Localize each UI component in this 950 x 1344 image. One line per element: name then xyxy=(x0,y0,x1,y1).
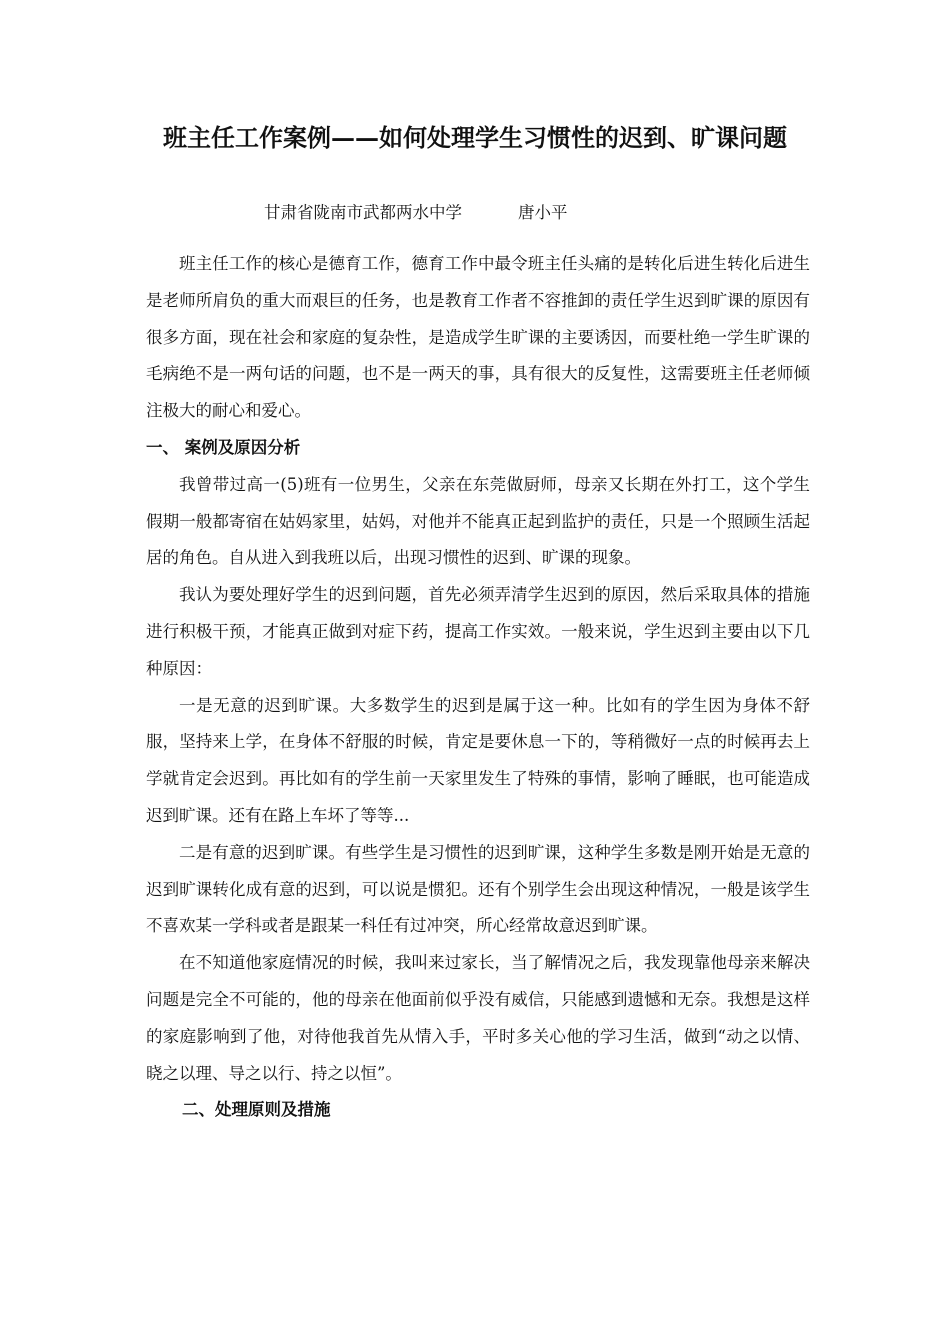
section1-paragraph: 在不知道他家庭情况的时候，我叫来过家长，当了解情况之后，我发现靠他母亲来解决问题是完全不可能的，他的母亲在他面前似乎没有威信，只能感到遗憾和无奈。我想是这样的家庭影响到了他，对待他我首先从情入手，平时多关心他的学习生活，做到“动之以情、晓之以理、导之以行、持之以恒”。 xyxy=(146,953,810,1083)
section1-paragraph: 一是无意的迟到旷课。大多数学生的迟到是属于这一种。比如有的学生因为身体不舒服，坚持来上学，在身体不舒服的时候，肯定是要休息一下的，等稍微好一点的时候再去上学就肯定会迟到。再比如有的学生前一天家里发生了特殊的事情，影响了睡眠，也可能造成迟到旷课。还有在路上车坏了等等... xyxy=(146,695,810,825)
byline-author: 唐小平 xyxy=(518,203,568,222)
section-heading-2: 二、处理原则及措施 xyxy=(182,1100,331,1120)
byline-school: 甘肃省陇南市武都两水中学 xyxy=(264,203,462,222)
section-heading-1: 一、 案例及原因分析 xyxy=(146,437,301,457)
document-body xyxy=(146,246,810,1129)
section1-paragraph: 我认为要处理好学生的迟到问题，首先必须弄清学生迟到的原因，然后采取具体的措施进行积极干预，才能真正做到对症下药，提高工作实效。一般来说，学生迟到主要由以下几种原因： xyxy=(146,585,810,678)
document-title: 班主任工作案例——如何处理学生习惯性的迟到、旷课问题 xyxy=(163,123,787,152)
section1-paragraph: 二是有意的迟到旷课。有些学生是习惯性的迟到旷课，这种学生多数是刚开始是无意的迟到旷课转化成有意的迟到，可以说是惯犯。还有个别学生会出现这种情况，一般是该学生不喜欢某一学科或者是跟某一科任有过冲突，所心经常故意迟到旷课。 xyxy=(146,842,810,936)
intro-paragraph: 班主任工作的核心是德育工作，德育工作中最令班主任头痛的是转化后进生转化后进生是老师所肩负的重大而艰巨的任务，也是教育工作者不容推卸的责任学生迟到旷课的原因有很多方面，现在社会和家庭的复杂性，是造成学生旷课的主要诱因，而要杜绝一学生旷课的毛病绝不是一两句话的问题，也不是一两天的事，具有很大的反复性，这需要班主任老师倾注极大的耐心和爱心。 xyxy=(146,254,810,421)
section1-paragraph: 我曾带过高一(5)班有一位男生，父亲在东莞做厨师，母亲又长期在外打工，这个学生假期一般都寄宿在姑妈家里，姑妈，对他并不能真正起到监护的责任，只是一个照顾生活起居的角色。自从进入到我班以后，出现习惯性的迟到、旷课的现象。 xyxy=(146,474,810,568)
byline xyxy=(264,198,568,228)
